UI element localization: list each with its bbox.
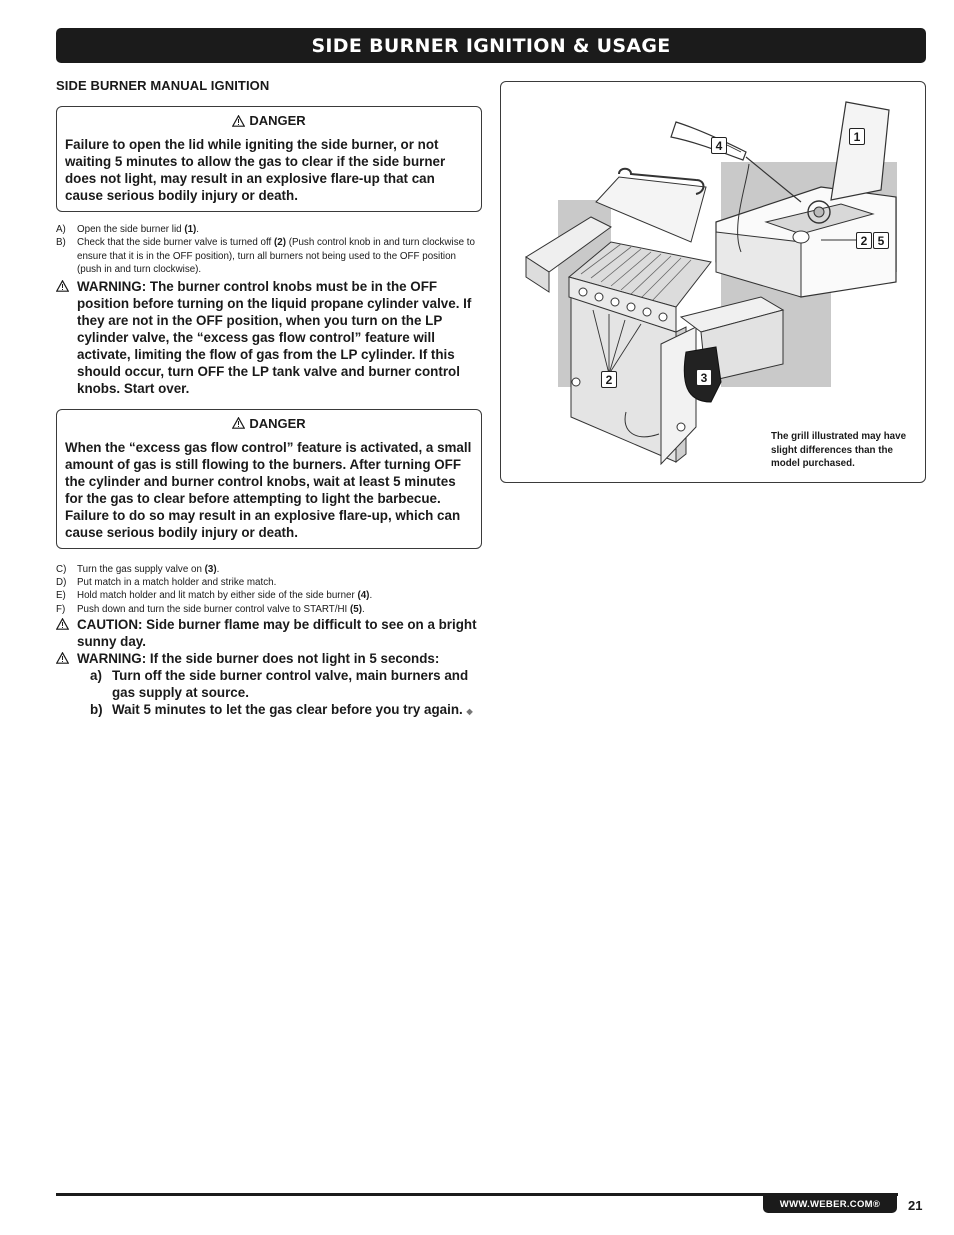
end-mark-icon: ◆	[466, 707, 473, 717]
warning-subitem: a) Turn off the side burner control valve, main burners and gas supply at source.	[90, 668, 469, 701]
callout-2: 2	[601, 371, 617, 388]
warning-subitem: b) Wait 5 minutes to let the gas clear before you try again. ◆	[90, 702, 473, 718]
warning-triangle-icon	[56, 280, 69, 292]
page-number: 21	[908, 1198, 923, 1213]
step-item: A) Open the side burner lid (1).	[56, 224, 200, 235]
page-title: SIDE BURNER IGNITION & USAGE	[311, 34, 671, 57]
callout-3: 3	[696, 369, 712, 386]
grill-illustration	[500, 81, 926, 483]
warning-triangle-icon	[56, 652, 69, 664]
footer-url: WWW.WEBER.COM®	[763, 1196, 897, 1213]
figure-note: The grill illustrated may have slight differences than the model purchased.	[771, 431, 907, 469]
page-title-bar	[56, 28, 926, 63]
warning-no-light: WARNING: If the side burner does not light in 5 seconds:	[56, 650, 482, 667]
callout-5: 5	[873, 232, 889, 249]
callout-1: 1	[849, 128, 865, 145]
steps-list-cf	[56, 563, 482, 617]
danger-text: Failure to open the lid while igniting the side burner, or not waiting 5 minutes to allow the gas to clear if the side burner does not light, may result in an explosive flare-up that can cause serious bodily injury or death.	[65, 137, 446, 203]
warning-triangle-icon	[232, 115, 245, 127]
step-item: C) Turn the gas supply valve on (3).	[56, 563, 220, 575]
warning-triangle-icon	[232, 417, 245, 429]
caution-flame-visibility: CAUTION: Side burner flame may be difficult to see on a bright sunny day.	[56, 616, 482, 650]
danger-title: DANGER	[65, 416, 473, 431]
step-item: B) Check that the side burner valve is turned off (2) (Push control knob in and turn clockwise to ensure that it is in the OFF position), turn all burners not being used to the OFF position (push in and turn clockwise).	[56, 237, 475, 276]
danger-text: When the “excess gas flow control” feature is activated, a small amount of gas is still flowing to the burners. After turning OFF the cylinder and burner control knobs, wait at least 5 minutes for the gas to clear before attempting to light the barbecue. Failure to do so may result in an explosive flare-up, which can cause serious bodily injury or death.	[65, 439, 472, 540]
step-item: D) Put match in a match holder and strike match.	[56, 577, 277, 589]
danger-title: DANGER	[65, 113, 473, 128]
danger-box-excess-flow	[56, 409, 482, 549]
warning-triangle-icon	[56, 618, 69, 630]
steps-list-ab	[56, 223, 482, 277]
warning-knobs-off: WARNING: The burner control knobs must be in the OFF position before turning on the liquid propane cylinder valve. If they are not in the OFF position, when you turn on the LP cylinder valve, the “excess gas flow control” feature will activate, limiting the flow of gas from the LP cylinder. If this should occur, turn OFF the LP tank valve and burner control knobs. Start over.	[56, 278, 482, 397]
section-heading: SIDE BURNER MANUAL IGNITION	[56, 78, 270, 93]
callout-4: 4	[711, 137, 727, 154]
step-item: F) Push down and turn the side burner control valve to START/HI (5).	[56, 603, 365, 615]
danger-box-lid	[56, 106, 482, 212]
step-item: E) Hold match holder and lit match by either side of the side burner (4).	[56, 590, 373, 602]
callout-2: 2	[856, 232, 872, 249]
instructions-column	[56, 78, 482, 720]
